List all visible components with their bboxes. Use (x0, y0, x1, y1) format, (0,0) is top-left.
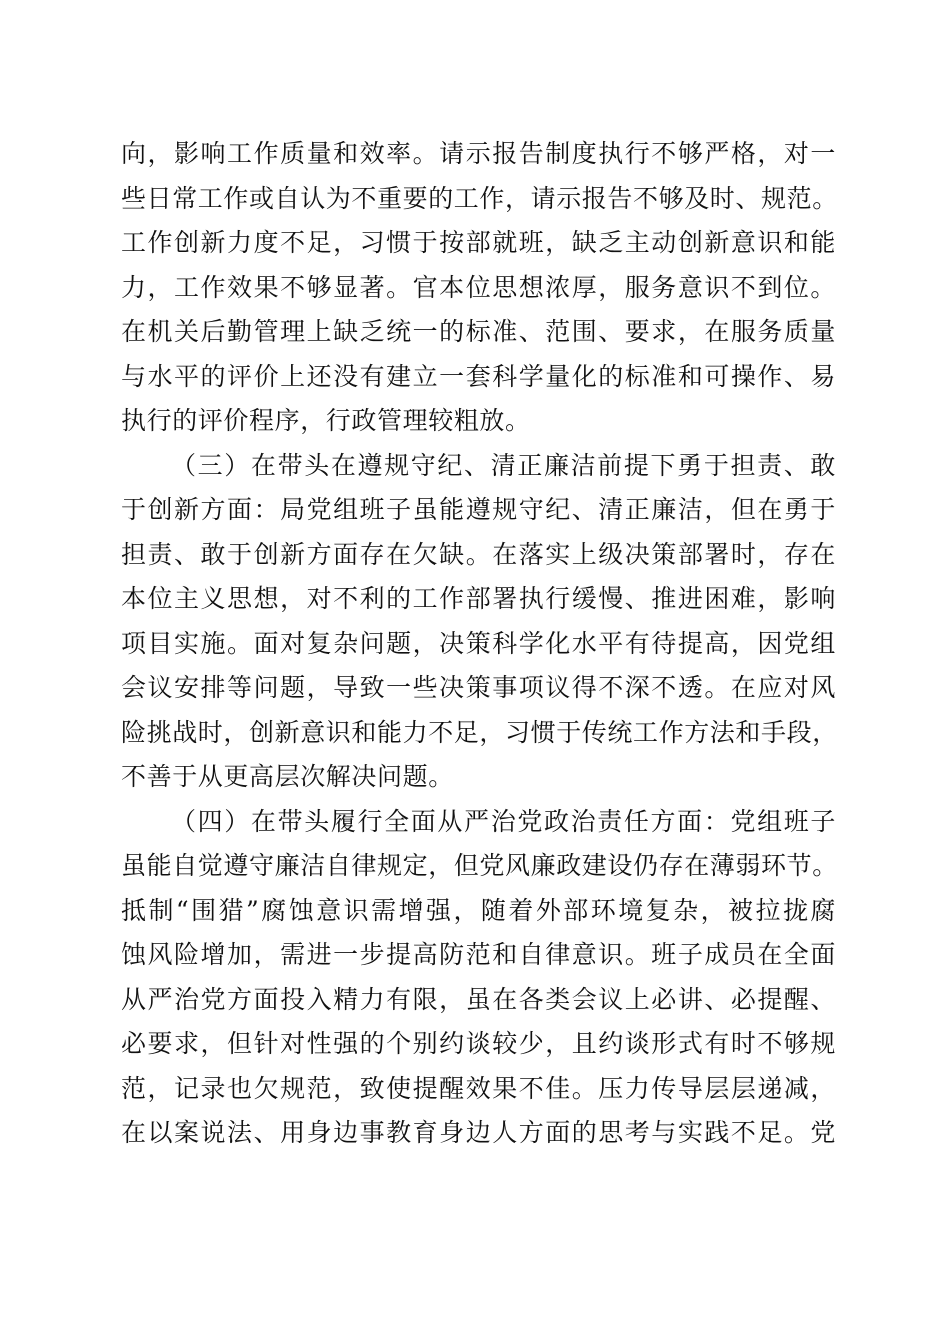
text-line: 险挑战时，创新意识和能力不足，习惯于传统工作方法和手段， (121, 717, 838, 747)
text-line: 本位主义思想，对不利的工作部署执行缓慢、推进困难，影响 (121, 584, 836, 613)
text-line: 抵制“围猎”腐蚀意识需增强，随着外部环境复杂，被拉拢腐 (121, 895, 836, 925)
text-line: 力，工作效果不够显著。官本位思想浓厚，服务意识不到位。 (121, 272, 836, 302)
text-line: 会议安排等问题，导致一些决策事项议得不深不透。在应对风 (121, 673, 836, 702)
paragraph-2 (121, 444, 836, 800)
paragraph-3 (121, 800, 836, 1156)
text-line: 工作创新力度不足，习惯于按部就班，缺乏主动创新意识和能 (121, 228, 836, 257)
paragraph-1 (121, 132, 836, 444)
text-line: 与水平的评价上还没有建立一套科学量化的标准和可操作、易 (121, 361, 836, 391)
text-line: （四）在带头履行全面从严治党政治责任方面：党组班子 (171, 806, 836, 836)
text-line: 担责、敢于创新方面存在欠缺。在落实上级决策部署时，存在 (121, 539, 836, 569)
text-line: 必要求，但针对性强的个别约谈较少，且约谈形式有时不够规 (121, 1029, 836, 1058)
text-line: 蚀风险增加，需进一步提高防范和自律意识。班子成员在全面 (121, 940, 836, 969)
text-line: （三）在带头在遵规守纪、清正廉洁前提下勇于担责、敢 (171, 450, 836, 480)
document-body (121, 132, 836, 1156)
text-line: 向，影响工作质量和效率。请示报告制度执行不够严格，对一 (121, 139, 836, 168)
text-line: 范，记录也欠规范，致使提醒效果不佳。压力传导层层递减， (121, 1073, 836, 1103)
text-line: 项目实施。面对复杂问题，决策科学化水平有待提高，因党组 (121, 628, 836, 658)
text-line: 执行的评价程序，行政管理较粗放。 (121, 406, 531, 435)
text-line: 于创新方面：局党组班子虽能遵规守纪、清正廉洁，但在勇于 (121, 495, 836, 524)
text-line: 在以案说法、用身边事教育身边人方面的思考与实践不足。党 (121, 1118, 836, 1147)
text-line: 在机关后勤管理上缺乏统一的标准、范围、要求，在服务质量 (121, 317, 836, 346)
text-line: 虽能自觉遵守廉洁自律规定，但党风廉政建设仍存在薄弱环节。 (121, 851, 838, 880)
text-line: 些日常工作或自认为不重要的工作，请示报告不够及时、规范。 (121, 183, 838, 213)
text-line: 不善于从更高层次解决问题。 (121, 762, 454, 791)
text-line: 从严治党方面投入精力有限，虽在各类会议上必讲、必提醒、 (121, 984, 836, 1014)
